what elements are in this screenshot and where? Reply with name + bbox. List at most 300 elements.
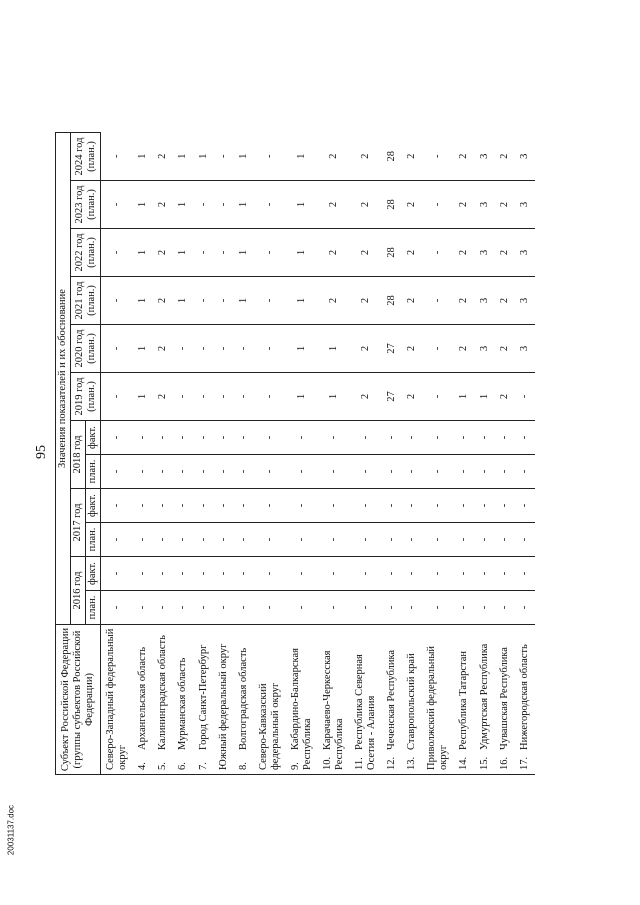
value-cell: 2 [402,229,422,277]
value-cell: - [422,455,454,489]
value-cell: - [254,591,286,625]
value-cell: - [402,557,422,591]
value-cell: - [318,455,350,489]
value-cell: - [515,523,535,557]
value-cell: - [318,489,350,523]
value-cell: - [422,591,454,625]
table-row [133,133,153,775]
row-subject-name: Удмуртская Республика [478,643,490,750]
row-subject-name: Республика Северная Осетия - Алания [354,654,378,770]
value-cell: - [173,557,193,591]
table-row [173,133,193,775]
value-cell: - [422,523,454,557]
value-cell: - [475,489,495,523]
value-cell: 2 [350,181,382,229]
value-cell: - [515,421,535,455]
value-cell: - [153,455,173,489]
value-cell: 3 [515,133,535,181]
value-cell: - [475,455,495,489]
table-row [422,133,454,775]
table-row [454,133,474,775]
row-subject-name: Приволжский федеральный округ [426,645,450,770]
table-row [318,133,350,775]
value-cell: - [234,455,254,489]
value-cell: 28 [382,133,402,181]
value-cell: - [153,489,173,523]
value-cell: - [254,133,286,181]
value-cell: 28 [382,277,402,325]
value-cell: 1 [234,181,254,229]
value-cell: - [173,591,193,625]
value-cell: 2 [402,181,422,229]
table-row [402,133,422,775]
value-cell: 28 [382,181,402,229]
value-cell: 2 [495,373,515,421]
value-cell: - [286,489,318,523]
plan-year-sub: (план.) [85,381,97,412]
value-cell: - [515,373,535,421]
value-cell: - [101,523,134,557]
value-cell: - [101,373,134,421]
value-cell: - [515,455,535,489]
value-cell: - [422,133,454,181]
plan-year-header [71,325,101,373]
row-number: 7. [197,762,209,770]
value-cell: 3 [515,181,535,229]
value-cell: - [495,591,515,625]
value-cell: 2 [495,277,515,325]
value-cell: - [402,591,422,625]
value-cell: 2 [454,325,474,373]
row-number: 9. [289,762,301,770]
value-cell: 1 [318,373,350,421]
value-cell: - [422,373,454,421]
fact-subheader: факт. [86,489,101,523]
value-cell: 2 [495,229,515,277]
plan-year-sub: (план.) [85,237,97,268]
value-cell: 2 [454,229,474,277]
value-cell: - [101,181,134,229]
plan-year-label: 2020 год [73,329,85,368]
value-cell: 1 [133,373,153,421]
row-subject-cell [495,625,515,775]
value-cell: - [194,277,214,325]
value-cell: 2 [402,325,422,373]
value-cell: 1 [133,133,153,181]
value-cell: 1 [286,133,318,181]
row-subject-cell [133,625,153,775]
row-subject-name: Северо-Кавказский федеральный округ [257,682,281,770]
value-cell: - [214,277,234,325]
value-cell: - [101,229,134,277]
value-cell: - [234,523,254,557]
value-cell: - [173,325,193,373]
value-cell: - [214,133,234,181]
row-subject-name: Кабардино-Балкарская Республика [289,648,313,770]
value-cell: - [101,421,134,455]
value-cell: 28 [382,229,402,277]
value-cell: 2 [350,133,382,181]
value-cell: - [214,421,234,455]
value-cell: - [254,325,286,373]
plan-subheader: план. [86,455,101,489]
value-cell: 2 [495,181,515,229]
row-subject-cell [286,625,318,775]
year-header: 2017 год [71,489,86,557]
value-cell: - [194,557,214,591]
value-cell: 1 [286,229,318,277]
indicators-table [55,132,535,775]
value-cell: 2 [350,229,382,277]
row-number: 6. [177,762,189,770]
value-cell: - [350,591,382,625]
value-cell: - [214,373,234,421]
fact-subheader: факт. [86,557,101,591]
row-subject-cell [194,625,214,775]
row-subject-cell [402,625,422,775]
row-subject-cell [454,625,474,775]
value-cell: - [194,591,214,625]
value-cell: - [318,523,350,557]
value-cell: 2 [495,325,515,373]
row-subject-cell [173,625,193,775]
value-cell: 1 [194,133,214,181]
value-cell: - [234,325,254,373]
value-cell: - [454,489,474,523]
value-cell: - [234,557,254,591]
row-subject-cell [234,625,254,775]
value-cell: - [422,489,454,523]
value-cell: - [214,455,234,489]
year-header: 2016 год [71,557,86,625]
value-cell: - [254,277,286,325]
plan-year-label: 2024 год [73,137,85,176]
value-cell: - [194,229,214,277]
value-cell: - [254,373,286,421]
value-cell: - [214,229,234,277]
value-cell: 2 [318,181,350,229]
row-number: 13. [406,756,418,770]
row-number: 5. [157,762,169,770]
table-row [382,133,402,775]
value-cell: - [214,325,234,373]
value-cell: 2 [454,277,474,325]
value-cell: - [194,421,214,455]
value-cell: 1 [173,277,193,325]
value-cell: - [153,591,173,625]
value-cell: - [402,421,422,455]
value-cell: - [254,229,286,277]
row-subject-name: Мурманская область [177,657,189,750]
row-subject-name: Нижегородская область [518,644,530,750]
value-cell: - [194,181,214,229]
value-cell: 1 [234,277,254,325]
subject-column-header: Субъект Российской Федерации (группы субъектов Российской Федерации) [56,625,101,775]
value-cell: - [454,591,474,625]
value-cell: - [475,557,495,591]
value-cell: - [422,229,454,277]
plan-year-label: 2019 год [73,377,85,416]
table-row [153,133,173,775]
value-cell: - [515,557,535,591]
value-cell: - [286,523,318,557]
row-number: 15. [478,756,490,770]
value-cell: - [515,489,535,523]
value-cell: - [382,557,402,591]
row-number: 16. [498,756,510,770]
plan-year-header [71,181,101,229]
value-cell: - [133,421,153,455]
value-cell: - [382,455,402,489]
table-row [254,133,286,775]
table-row [515,133,535,775]
value-cell: - [318,557,350,591]
value-cell: 3 [475,229,495,277]
value-cell: - [350,421,382,455]
table-row [194,133,214,775]
value-cell: 1 [475,373,495,421]
table-header [56,133,101,775]
value-cell: - [422,421,454,455]
value-cell: 2 [153,325,173,373]
value-cell: - [173,489,193,523]
value-cell: 2 [402,373,422,421]
footer-filename-text: 20031137.doc [6,804,16,856]
fact-subheader: факт. [86,421,101,455]
value-cell: - [318,421,350,455]
value-cell: 1 [454,373,474,421]
value-cell: - [475,591,495,625]
row-subject-name: Южный федеральный округ [217,643,229,770]
value-cell: - [454,455,474,489]
value-cell: - [350,455,382,489]
row-number: 12. [386,756,398,770]
value-cell: - [382,421,402,455]
value-cell: - [402,455,422,489]
value-cell: 1 [173,181,193,229]
value-cell: - [234,373,254,421]
value-cell: - [350,489,382,523]
value-cell: - [194,373,214,421]
value-cell: - [495,421,515,455]
value-cell: - [133,489,153,523]
value-cell: 1 [286,181,318,229]
value-cell: - [475,523,495,557]
value-cell: - [234,591,254,625]
value-cell: - [286,591,318,625]
value-cell: - [133,591,153,625]
plan-year-header [71,229,101,277]
value-cell: 2 [454,181,474,229]
value-cell: - [495,557,515,591]
value-cell: 27 [382,373,402,421]
row-subject-cell [382,625,402,775]
value-cell: - [173,523,193,557]
row-subject-name: Республика Татарстан [458,650,470,750]
value-cell: 2 [350,325,382,373]
value-cell: - [101,489,134,523]
value-cell: - [173,421,193,455]
value-cell: - [254,181,286,229]
value-cell: - [194,523,214,557]
value-cell: 2 [318,133,350,181]
value-cell: 2 [153,133,173,181]
table-row [350,133,382,775]
row-number: 10. [321,756,333,770]
value-cell: - [153,523,173,557]
row-subject-cell [515,625,535,775]
value-cell: - [254,557,286,591]
value-cell: - [495,489,515,523]
value-cell: - [133,523,153,557]
value-cell: 1 [173,133,193,181]
value-cell: 2 [318,229,350,277]
row-subject-name: Ставропольский край [406,653,418,750]
table-row [101,133,134,775]
row-subject-cell [254,625,286,775]
value-cell: 1 [286,373,318,421]
value-cell: 2 [454,133,474,181]
value-cell: - [495,523,515,557]
plan-year-sub: (план.) [85,333,97,364]
value-cell: - [194,489,214,523]
value-cell: - [254,489,286,523]
value-cell: 3 [475,277,495,325]
value-cell: - [101,277,134,325]
row-subject-cell [422,625,454,775]
value-cell: 1 [286,277,318,325]
value-cell: 1 [133,325,153,373]
table-body [101,133,535,775]
value-cell: 2 [495,133,515,181]
value-cell: - [286,557,318,591]
row-subject-name: Чувашская Республика [498,647,510,750]
value-cell: 1 [133,277,153,325]
value-cell: - [318,591,350,625]
values-group-header: Значения показателей и их обоснование [56,133,71,625]
value-cell: - [194,325,214,373]
year-header: 2018 год [71,421,86,489]
value-cell: - [153,557,173,591]
value-cell: - [194,455,214,489]
value-cell: 1 [318,325,350,373]
value-cell: - [422,557,454,591]
value-cell: 27 [382,325,402,373]
row-number: 11. [354,757,366,770]
value-cell: 1 [286,325,318,373]
value-cell: - [133,557,153,591]
table-row [234,133,254,775]
value-cell: - [234,489,254,523]
value-cell: - [286,421,318,455]
table-row [214,133,234,775]
table-row [475,133,495,775]
value-cell: 3 [475,181,495,229]
value-cell: - [133,455,153,489]
value-cell: 3 [515,229,535,277]
value-cell: - [382,591,402,625]
value-cell: 2 [153,229,173,277]
value-cell: - [153,421,173,455]
plan-year-header [71,277,101,325]
value-cell: - [475,421,495,455]
table-row [286,133,318,775]
value-cell: - [254,455,286,489]
row-number: 17. [518,756,530,770]
value-cell: - [101,591,134,625]
row-number: 8. [237,762,249,770]
value-cell: 2 [153,277,173,325]
row-subject-name: Волгоградская область [237,647,249,750]
value-cell: - [173,373,193,421]
value-cell: - [214,181,234,229]
value-cell: - [350,523,382,557]
value-cell: 2 [402,133,422,181]
value-cell: - [214,591,234,625]
row-subject-name: Северо-Западный федеральный округ [105,628,129,770]
value-cell: 1 [234,229,254,277]
value-cell: 3 [475,325,495,373]
value-cell: 2 [350,277,382,325]
value-cell: 2 [153,181,173,229]
value-cell: - [214,523,234,557]
value-cell: - [422,277,454,325]
value-cell: - [101,325,134,373]
value-cell: - [101,455,134,489]
value-cell: - [214,489,234,523]
row-number: 4. [137,762,149,770]
value-cell: 2 [350,373,382,421]
row-subject-cell [214,625,234,775]
value-cell: - [382,523,402,557]
value-cell: 1 [133,181,153,229]
row-number: 14. [458,756,470,770]
row-subject-name: Чеченская Республика [386,649,398,750]
row-subject-cell [318,625,350,775]
plan-subheader: план. [86,523,101,557]
row-subject-cell [153,625,173,775]
value-cell: - [101,557,134,591]
value-cell: 3 [515,277,535,325]
plan-year-label: 2021 год [73,281,85,320]
value-cell: - [515,591,535,625]
page-number-text: 95 [34,445,49,459]
value-cell: - [495,455,515,489]
value-cell: 2 [153,373,173,421]
value-cell: - [422,325,454,373]
plan-year-label: 2022 год [73,233,85,272]
value-cell: - [254,421,286,455]
value-cell: - [286,455,318,489]
row-subject-cell [350,625,382,775]
value-cell: 3 [475,133,495,181]
plan-year-header [71,373,101,421]
row-subject-cell [101,625,134,775]
row-subject-name: Калининградская область [157,635,169,750]
value-cell: - [173,455,193,489]
value-cell: - [101,133,134,181]
value-cell: 3 [515,325,535,373]
row-subject-name: Город Санкт-Петербург [197,644,209,750]
plan-year-header [71,133,101,181]
value-cell: 1 [133,229,153,277]
value-cell: 2 [318,277,350,325]
value-cell: - [454,421,474,455]
row-subject-name: Архангельская область [137,646,149,750]
value-cell: - [422,181,454,229]
value-cell: - [214,557,234,591]
value-cell: - [382,489,402,523]
